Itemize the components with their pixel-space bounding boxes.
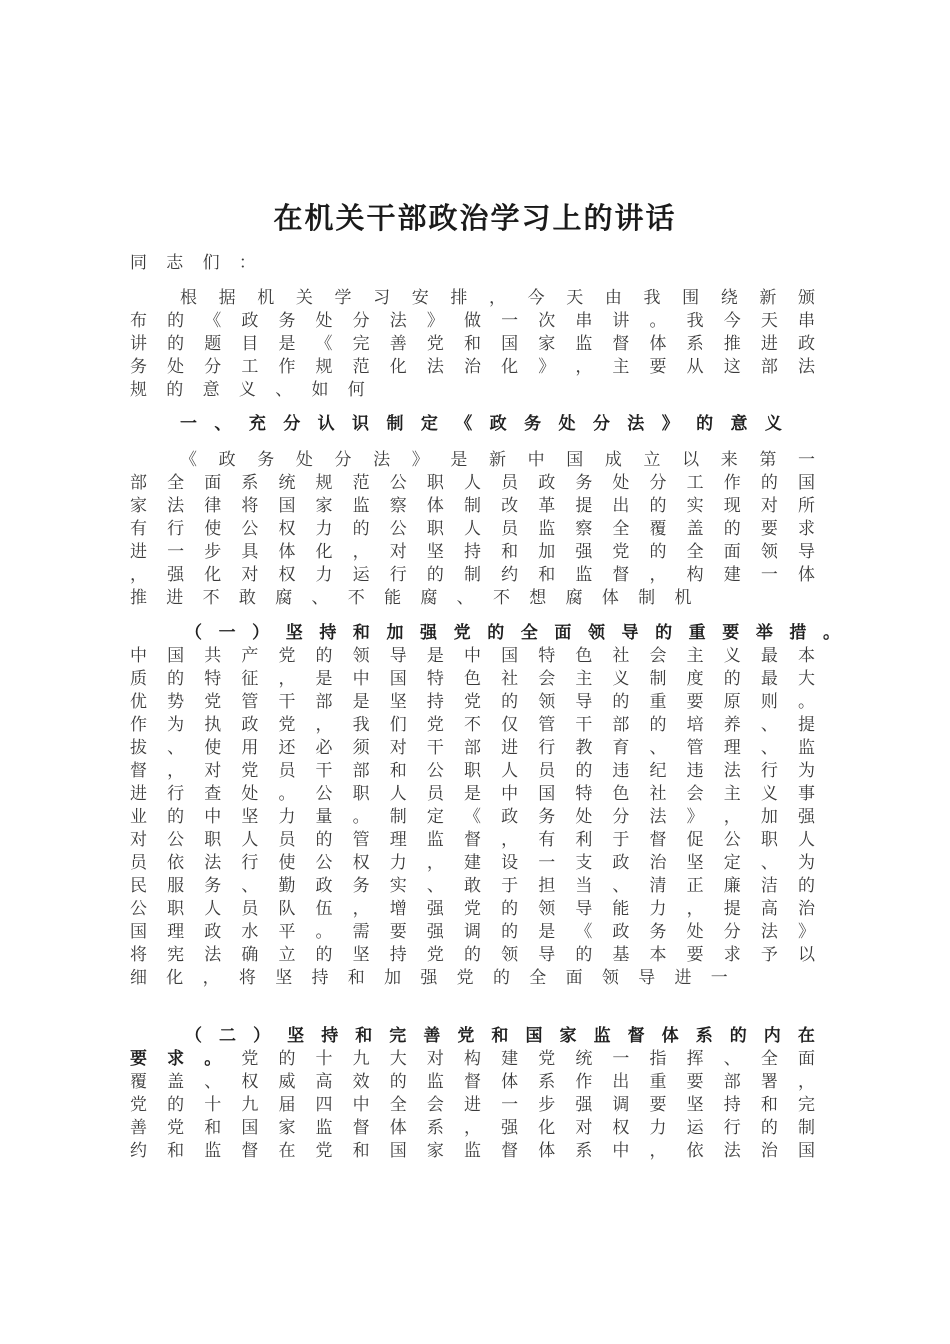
point-1-line: 质 的 特 征 ， 是 中 国 特 色 社 会 主 义 制 度 的 最 大 — [130, 669, 815, 689]
section-1-line: 部 全 面 系 统 规 范 公 职 人 员 政 务 处 分 工 作 的 国 — [130, 473, 815, 493]
point-2-line: 覆 盖 、 权 威 高 效 的 监 督 体 系 作 出 重 要 部 署 ， — [130, 1072, 815, 1092]
point-1-line: 拔 、 使 用 还 必 须 对 干 部 进 行 教 育 、 管 理 、 监 — [130, 738, 815, 758]
salutation-line: 同 志 们 ： — [130, 253, 256, 273]
section-heading: 一 、 充 分 认 识 制 定 《 政 务 处 分 法 》 的 意 义 — [180, 414, 782, 434]
point-1-line: 民 服 务 、 勤 政 务 实 、 敢 于 担 当 、 清 正 廉 洁 的 — [130, 876, 815, 896]
section-1-line: 有 行 使 公 权 力 的 公 职 人 员 监 察 全 覆 盖 的 要 求 — [130, 519, 815, 539]
section-1-line: 家 法 律 将 国 家 监 察 体 制 改 革 提 出 的 实 现 对 所 — [130, 496, 815, 516]
point-2-line: 约 和 监 督 在 党 和 国 家 监 督 体 系 中 ， 依 法 治 国 — [130, 1141, 815, 1161]
point-1-line: 员 依 法 行 使 公 权 力 ， 建 设 一 支 政 治 坚 定 、 为 — [130, 853, 815, 873]
intro-line: 根 据 机 关 学 习 安 排 ， 今 天 由 我 围 绕 新 颁 — [180, 288, 815, 308]
point-1-line: 国 理 政 水 平 。 需 要 强 调 的 是 《 政 务 处 分 法 》 — [130, 922, 815, 942]
document-title: 在机关干部政治学习上的讲话 — [273, 201, 677, 235]
point-2-line: 要 求 。 党 的 十 九 大 对 构 建 党 统 一 指 挥 、 全 面 — [130, 1049, 815, 1069]
intro-line: 规 的 意 义 、 如 何 — [130, 380, 365, 400]
section-1-line: 《 政 务 处 分 法 》 是 新 中 国 成 立 以 来 第 一 — [180, 450, 815, 470]
point-1-line: 进 行 查 处 。 公 职 人 员 是 中 国 特 色 社 会 主 义 事 — [130, 784, 815, 804]
point-1-line: （ 一 ） 坚 持 和 加 强 党 的 全 面 领 导 的 重 要 举 措 。 — [185, 623, 840, 643]
section-1-line: 推 进 不 敢 腐 、 不 能 腐 、 不 想 腐 体 制 机 — [130, 588, 692, 608]
point-1-line: 将 宪 法 确 立 的 坚 持 党 的 领 导 的 基 本 要 求 予 以 — [130, 945, 815, 965]
section-1-line: ， 强 化 对 权 力 运 行 的 制 约 和 监 督 ， 构 建 一 体 — [130, 565, 815, 585]
point-2-line: 党 的 十 九 届 四 中 全 会 进 一 步 强 调 要 坚 持 和 完 — [130, 1095, 815, 1115]
point-1-line: 业 的 中 坚 力 量 。 制 定 《 政 务 处 分 法 》 ， 加 强 — [130, 807, 815, 827]
point-1-line: 作 为 执 政 党 ， 我 们 党 不 仅 管 干 部 的 培 养 、 提 — [130, 715, 815, 735]
point-1-line: 公 职 人 员 队 伍 ， 增 强 党 的 领 导 能 力 ， 提 高 治 — [130, 899, 815, 919]
point-1-line: 督 ， 对 党 员 干 部 和 公 职 人 员 的 违 纪 违 法 行 为 — [130, 761, 815, 781]
point-2-line: （ 二 ） 坚 持 和 完 善 党 和 国 家 监 督 体 系 的 内 在 — [185, 1026, 815, 1046]
point-1-line: 对 公 职 人 员 的 管 理 监 督 ， 有 利 于 督 促 公 职 人 — [130, 830, 815, 850]
section-1-line: 进 一 步 具 体 化 ， 对 坚 持 和 加 强 党 的 全 面 领 导 — [130, 542, 815, 562]
intro-line: 布 的 《 政 务 处 分 法 》 做 一 次 串 讲 。 我 今 天 串 — [130, 311, 815, 331]
point-1-line: 细 化 ， 将 坚 持 和 加 强 党 的 全 面 领 导 进 一 — [130, 968, 728, 988]
intro-line: 务 处 分 工 作 规 范 化 法 治 化 》 ， 主 要 从 这 部 法 — [130, 357, 815, 377]
point-1-line: 中 国 共 产 党 的 领 导 是 中 国 特 色 社 会 主 义 最 本 — [130, 646, 815, 666]
point-2-line: 善 党 和 国 家 监 督 体 系 ， 强 化 对 权 力 运 行 的 制 — [130, 1118, 815, 1138]
intro-line: 讲 的 题 目 是 《 完 善 党 和 国 家 监 督 体 系 推 进 政 — [130, 334, 815, 354]
point-1-line: 优 势 党 管 干 部 是 坚 持 党 的 领 导 的 重 要 原 则 。 — [130, 692, 815, 712]
